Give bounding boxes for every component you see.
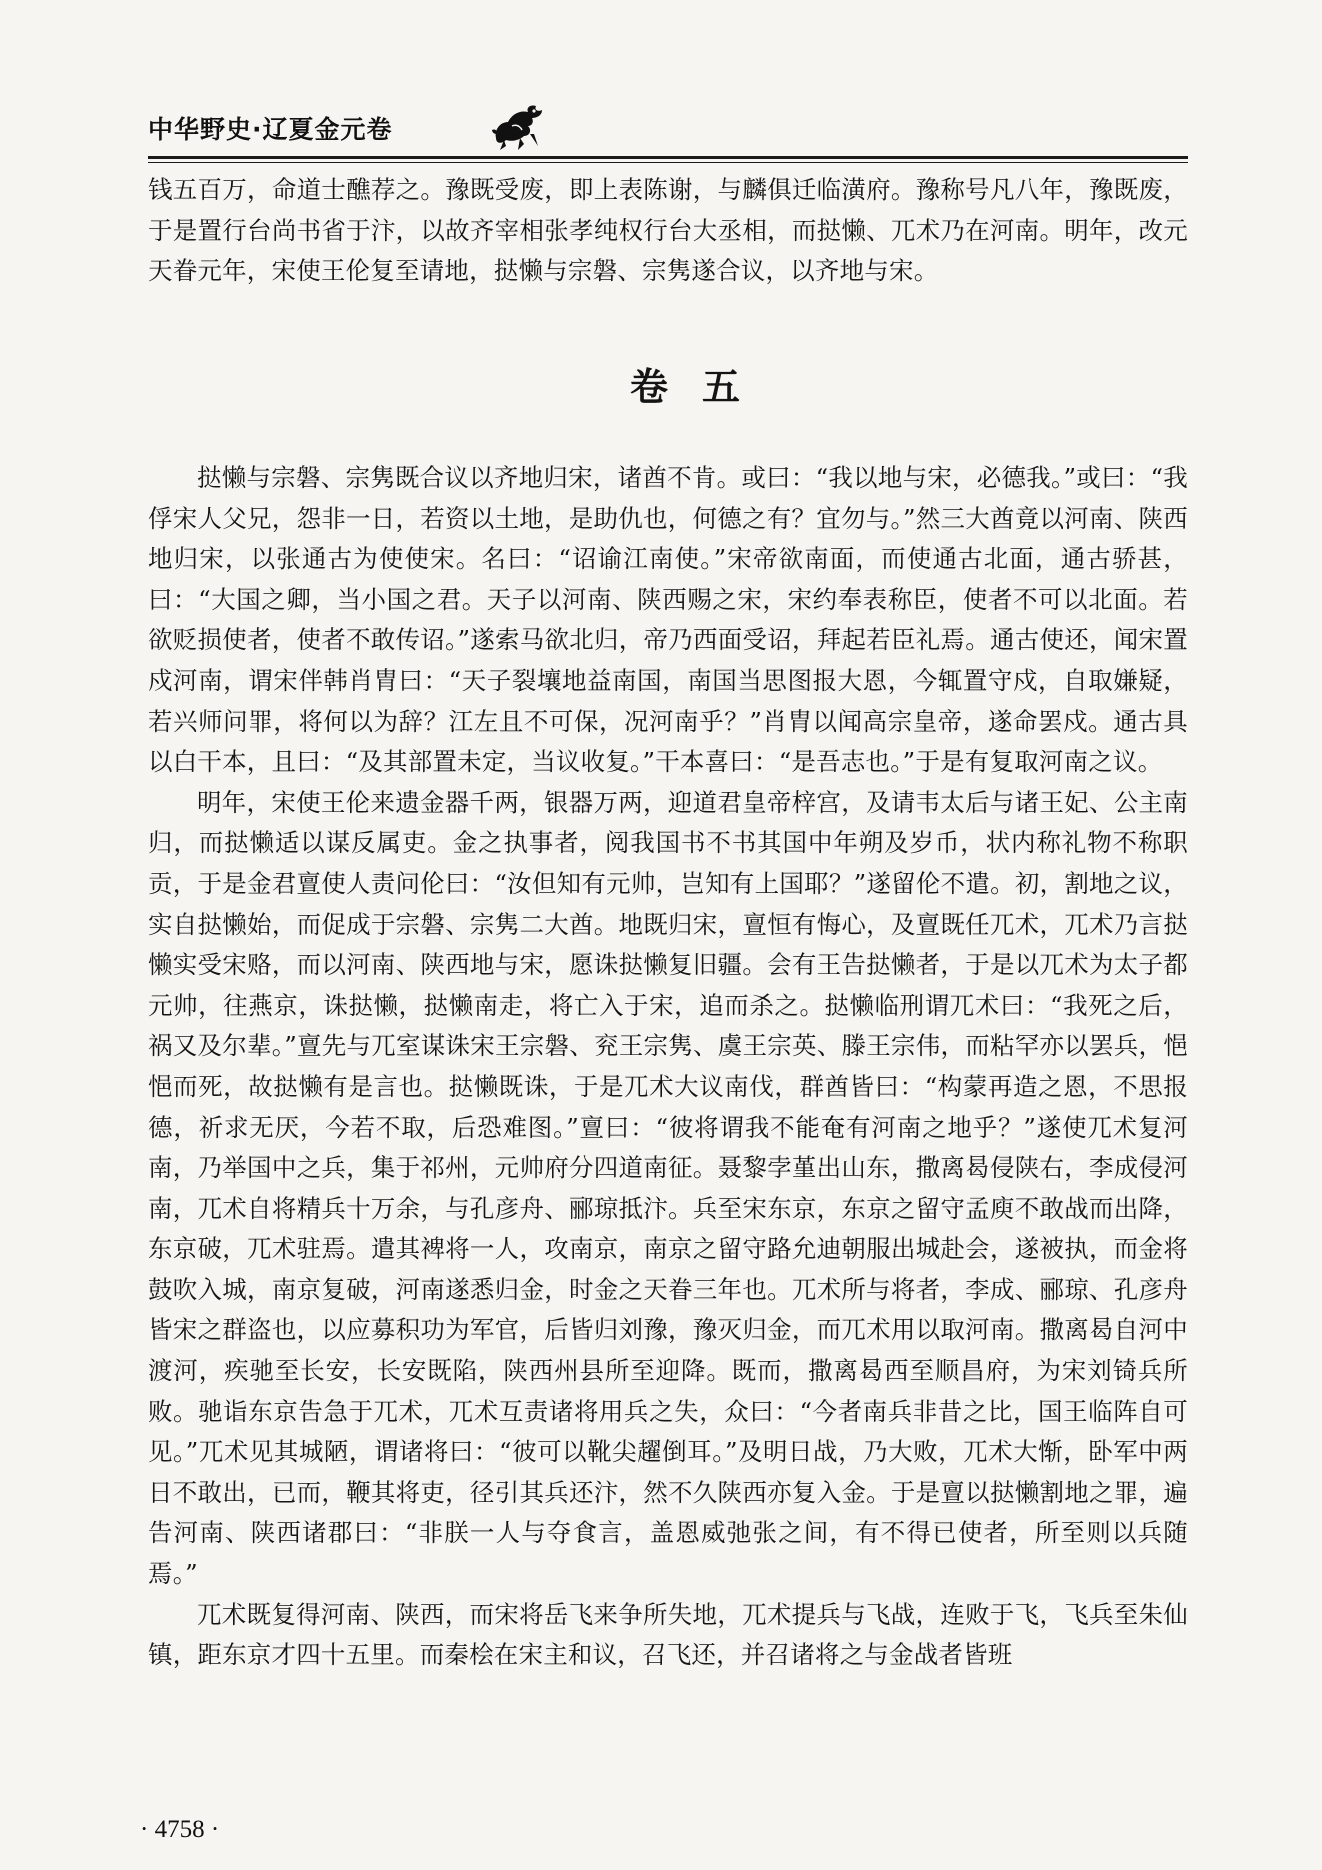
running-header [148, 100, 1188, 160]
paragraph: 钱五百万，命道士醮荐之。豫既受废，即上表陈谢，与麟俱迁临潢府。豫称号凡八年，豫既废，于是置行台尚书省于汴，以故齐宰相张孝纯权行台大丞相，而挞懒、兀术乃在河南。明年，改元天眷元年，宋使王伦复至请地，挞懒与宗磐、宗隽遂合议，以齐地与宋。 [148, 175, 1188, 286]
book-title: 中华野史·辽夏金元卷 [148, 115, 393, 144]
paragraph: 兀术既复得河南、陕西，而宋将岳飞来争所失地，兀术提兵与飞战，连败于飞，飞兵至朱仙镇，距东京才四十五里。而秦桧在宋主和议，召飞还，并召诸将之与金战者皆班 [148, 1599, 1188, 1670]
paragraph: 挞懒与宗磐、宗隽既合议以齐地归宋，诸酋不肯。或曰：“我以地与宋，必德我。”或曰：“我俘宋人父兄，怨非一日，若资以土地，是助仇也，何德之有？宜勿与。”然三大酋竟以河南、陕西地归宋，以张通古为使使宋。名曰：“诏谕江南使。”宋帝欲南面，而使通古北面，通古骄甚，曰：“大国之卿，当小国之君。天子以河南、陕西赐之宋，宋约奉表称臣，使者不可以北面。若欲贬损使者，使者不敢传诏。”遂索马欲北归，帝乃西面受诏，拜起若臣礼焉。通古使还，闻宋置戍河南，谓宋伴韩肖胄曰：“天子裂壤地益南国，南国当思图报大恩，今辄置守戍，自取嫌疑，若兴师问罪，将何以为辞？江左且不可保，况河南乎？”肖胄以闻高宗皇帝，遂命罢戍。通古具以白干本，且曰：“及其部置未定，当议收复。”干本喜曰：“是吾志也。”于是有复取河南之议。 [148, 463, 1188, 777]
header-rule-thin [148, 162, 1188, 163]
carryover-text [148, 170, 1188, 292]
dragon-emblem-icon [490, 100, 548, 152]
paragraph: 明年，宋使王伦来遗金器千两，银器万两，迎道君皇帝梓宫，及请韦太后与诸王妃、公主南归，而挞懒适以谋反属吏。金之执事者，阅我国书不书其国中年朔及岁币，状内称礼物不称职贡，于是金君亶使人责问伦曰：“汝但知有元帅，岂知有上国耶？”遂留伦不遣。初，割地之议，实自挞懒始，而促成于宗磐、宗隽二大酋。地既归宋，亶恒有悔心，及亶既任兀术，兀术乃言挞懒实受宋赂，而以河南、陕西地与宋，愿诛挞懒复旧疆。会有王告挞懒者，于是以兀术为太子都元帅，往燕京，诛挞懒，挞懒南走，将亡入于宋，追而杀之。挞懒临刑谓兀术曰：“我死之后，祸又及尔辈。”亶先与兀室谋诛宋王宗磐、兖王宗隽、虞王宗英、滕王宗伟，而粘罕亦以罢兵，悒悒而死，故挞懒有是言也。挞懒既诛，于是兀术大议南伐，群酋皆曰：“构蒙再造之恩，不思报德，祈求无厌，今若不取，后恐难图。”亶曰：“彼将谓我不能奄有河南之地乎？”遂使兀术复河南，乃举国中之兵，集于祁州，元帅府分四道南征。聂黎孛堇出山东，撒离曷侵陕右，李成侵河南，兀术自将精兵十万余，与孔彦舟、郦琼抵汴。兵至宋东京，东京之留守孟庾不敢战而出降，东京破，兀术驻焉。遣其裨将一人，攻南京，南京之留守路允迪朝服出城赴会，遂被执，而金将鼓吹入城，南京复破，河南遂悉归金，时金之天眷三年也。兀术所与将者，李成、郦琼、孔彦舟皆宋之群盗也，以应募积功为军官，后皆归刘豫，豫灭归金，而兀术用以取河南。撒离曷自河中渡河，疾驰至长安，长安既陷，陕西州县所至迎降。既而，撒离曷西至顺昌府，为宋刘锜兵所败。驰诣东京告急于兀术，兀术互责诸将用兵之失，众曰：“今者南兵非昔之比，国王临阵自可见。”兀术见其城陋，谓诸将曰：“彼可以靴尖趯倒耳。”及明日战，乃大败，兀术大惭，卧军中两日不敢出，已而，鞭其将吏，径引其兵还汴，然不久陕西亦复入金。于是亶以挞懒割地之罪，遍告河南、陕西诸郡曰：“非朕一人与夺食言，盖恩威弛张之间，有不得已使者，所至则以兵随焉。” [148, 787, 1188, 1589]
chapter-title: 卷五 [629, 365, 774, 409]
page-number: · 4758 · [140, 1816, 220, 1843]
chapter-body [148, 458, 1188, 1676]
header-rule [148, 156, 1188, 159]
